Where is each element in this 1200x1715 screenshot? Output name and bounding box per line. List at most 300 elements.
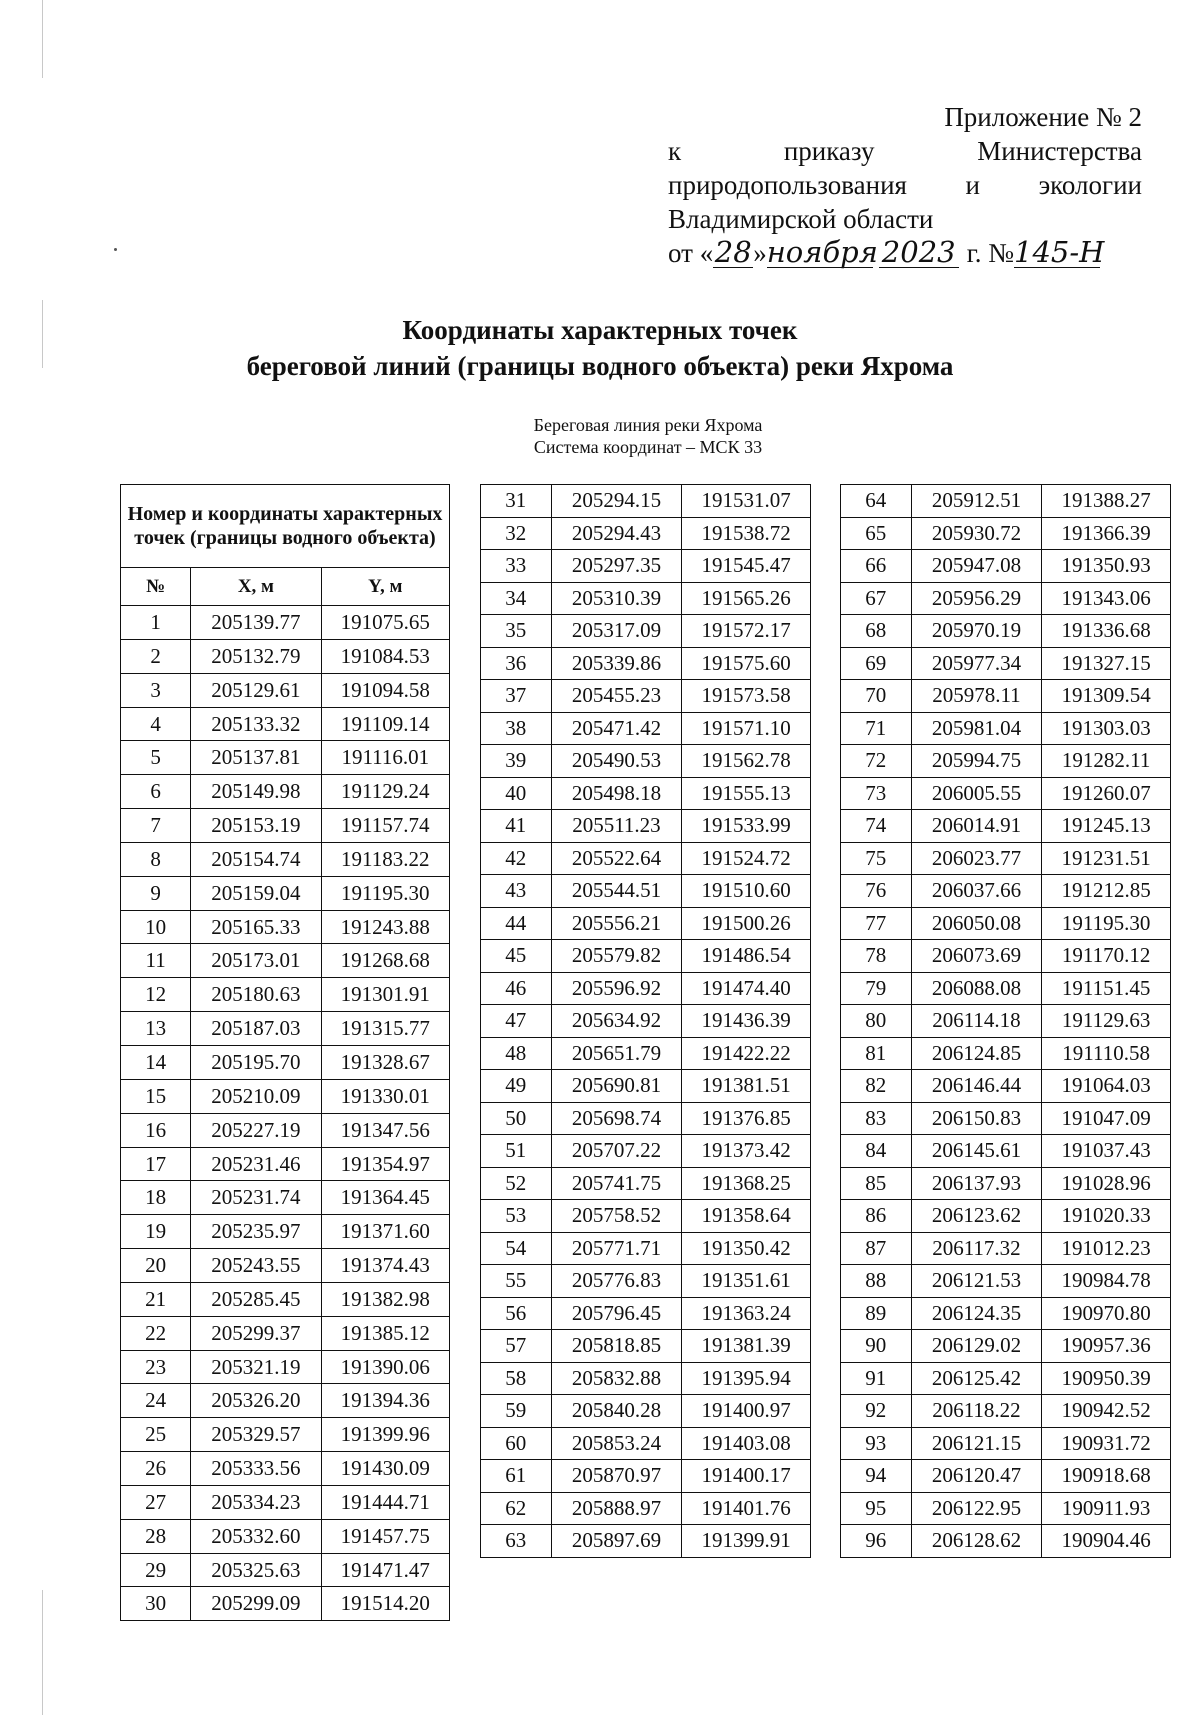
point-number-cell: 9 [121, 876, 191, 910]
table-row [481, 1297, 811, 1330]
y-coordinate-cell: 191245.13 [1042, 810, 1171, 843]
x-coordinate-cell: 205332.60 [191, 1519, 321, 1553]
handwritten-month: ноября [766, 235, 878, 269]
point-number-cell: 49 [481, 1070, 552, 1103]
y-coordinate-cell: 191243.88 [321, 910, 449, 944]
table-row [121, 606, 450, 640]
table-row [841, 582, 1171, 615]
x-coordinate-cell: 206120.47 [911, 1460, 1042, 1493]
table-row [841, 745, 1171, 778]
point-number-cell: 20 [121, 1249, 191, 1283]
y-coordinate-cell: 191170.12 [1042, 940, 1171, 973]
table-row [841, 875, 1171, 908]
column-header-y: Y, м [321, 568, 449, 606]
x-coordinate-cell: 205153.19 [191, 809, 321, 843]
x-coordinate-cell: 205912.51 [911, 485, 1042, 518]
point-number-cell: 13 [121, 1012, 191, 1046]
x-coordinate-cell: 205325.63 [191, 1553, 321, 1587]
y-coordinate-cell: 191381.39 [682, 1330, 811, 1363]
x-coordinate-cell: 205159.04 [191, 876, 321, 910]
table-row [481, 842, 811, 875]
point-number-cell: 58 [481, 1362, 552, 1395]
x-coordinate-cell: 205930.72 [911, 517, 1042, 550]
x-coordinate-cell: 205317.09 [551, 615, 682, 648]
x-coordinate-cell: 205243.55 [191, 1249, 321, 1283]
appendix-block [668, 100, 1142, 270]
y-coordinate-cell: 191012.23 [1042, 1232, 1171, 1265]
x-coordinate-cell: 205981.04 [911, 712, 1042, 745]
table-row [481, 1232, 811, 1265]
word: Министерства [977, 136, 1142, 166]
point-number-cell: 8 [121, 842, 191, 876]
y-coordinate-cell: 191350.42 [682, 1232, 811, 1265]
y-coordinate-cell: 191400.97 [682, 1395, 811, 1428]
y-coordinate-cell: 191354.97 [321, 1147, 449, 1181]
point-number-cell: 94 [841, 1460, 912, 1493]
x-coordinate-cell: 205511.23 [551, 810, 682, 843]
table-body [481, 485, 811, 1558]
x-coordinate-cell: 205741.75 [551, 1167, 682, 1200]
column-header-number: № [121, 568, 191, 606]
point-number-cell: 37 [481, 680, 552, 713]
x-coordinate-cell: 206073.69 [911, 940, 1042, 973]
x-coordinate-cell: 205339.86 [551, 647, 682, 680]
table-row [481, 680, 811, 713]
appendix-order-line [668, 134, 1142, 168]
y-coordinate-cell: 191064.03 [1042, 1070, 1171, 1103]
table-row [841, 1070, 1171, 1103]
point-number-cell: 95 [841, 1492, 912, 1525]
point-number-cell: 75 [841, 842, 912, 875]
table-row [841, 1005, 1171, 1038]
y-coordinate-cell: 191183.22 [321, 842, 449, 876]
table-row [121, 1316, 450, 1350]
x-coordinate-cell: 206121.15 [911, 1427, 1042, 1460]
y-coordinate-cell: 191084.53 [321, 639, 449, 673]
table-row [121, 944, 450, 978]
point-number-cell: 5 [121, 741, 191, 775]
scan-edge-line [42, 0, 43, 78]
point-number-cell: 17 [121, 1147, 191, 1181]
y-coordinate-cell: 191524.72 [682, 842, 811, 875]
table-row [481, 1460, 811, 1493]
x-coordinate-cell: 206121.53 [911, 1265, 1042, 1298]
x-coordinate-cell: 206137.93 [911, 1167, 1042, 1200]
page-subtitle [438, 414, 858, 458]
x-coordinate-cell: 205707.22 [551, 1135, 682, 1168]
x-coordinate-cell: 205227.19 [191, 1113, 321, 1147]
table-body [841, 485, 1171, 1558]
y-coordinate-cell: 191444.71 [321, 1485, 449, 1519]
y-coordinate-cell: 191301.91 [321, 978, 449, 1012]
x-coordinate-cell: 206145.61 [911, 1135, 1042, 1168]
y-coordinate-cell: 191116.01 [321, 741, 449, 775]
x-coordinate-cell: 206005.55 [911, 777, 1042, 810]
table-row [121, 910, 450, 944]
x-coordinate-cell: 205651.79 [551, 1037, 682, 1070]
point-number-cell: 87 [841, 1232, 912, 1265]
y-coordinate-cell: 191401.76 [682, 1492, 811, 1525]
title-line: береговой линий (границы водного объекта) реки Яхрома [246, 351, 954, 381]
point-number-cell: 79 [841, 972, 912, 1005]
table-row [841, 842, 1171, 875]
x-coordinate-cell: 205796.45 [551, 1297, 682, 1330]
x-coordinate-cell: 205297.35 [551, 550, 682, 583]
table-row [841, 1265, 1171, 1298]
scan-speck [114, 248, 117, 251]
table-row [841, 1427, 1171, 1460]
x-coordinate-cell: 205776.83 [551, 1265, 682, 1298]
y-coordinate-cell: 191436.39 [682, 1005, 811, 1038]
point-number-cell: 24 [121, 1384, 191, 1418]
x-coordinate-cell: 205947.08 [911, 550, 1042, 583]
table-row [121, 1147, 450, 1181]
table-row [481, 647, 811, 680]
x-coordinate-cell: 205132.79 [191, 639, 321, 673]
y-coordinate-cell: 191400.17 [682, 1460, 811, 1493]
table-row [121, 1519, 450, 1553]
table-row [481, 810, 811, 843]
table-row [481, 485, 811, 518]
table-row [481, 550, 811, 583]
y-coordinate-cell: 191327.15 [1042, 647, 1171, 680]
point-number-cell: 69 [841, 647, 912, 680]
point-number-cell: 90 [841, 1330, 912, 1363]
point-number-cell: 82 [841, 1070, 912, 1103]
x-coordinate-cell: 205818.85 [551, 1330, 682, 1363]
y-coordinate-cell: 191565.26 [682, 582, 811, 615]
y-coordinate-cell: 191282.11 [1042, 745, 1171, 778]
table-row [481, 972, 811, 1005]
point-number-cell: 48 [481, 1037, 552, 1070]
point-number-cell: 32 [481, 517, 552, 550]
point-number-cell: 56 [481, 1297, 552, 1330]
point-number-cell: 62 [481, 1492, 552, 1525]
x-coordinate-cell: 205231.74 [191, 1181, 321, 1215]
y-coordinate-cell: 191575.60 [682, 647, 811, 680]
x-coordinate-cell: 206114.18 [911, 1005, 1042, 1038]
table-row [481, 1102, 811, 1135]
table-row [481, 1005, 811, 1038]
point-number-cell: 51 [481, 1135, 552, 1168]
y-coordinate-cell: 191390.06 [321, 1350, 449, 1384]
y-coordinate-cell: 191572.17 [682, 615, 811, 648]
point-number-cell: 23 [121, 1350, 191, 1384]
scan-edge-line [42, 1590, 43, 1715]
x-coordinate-cell: 206117.32 [911, 1232, 1042, 1265]
x-coordinate-cell: 205139.77 [191, 606, 321, 640]
table-row [841, 1200, 1171, 1233]
x-coordinate-cell: 205897.69 [551, 1525, 682, 1558]
y-coordinate-cell: 190904.46 [1042, 1525, 1171, 1558]
point-number-cell: 31 [481, 485, 552, 518]
table-row [481, 1525, 811, 1558]
table-row [121, 1452, 450, 1486]
point-number-cell: 55 [481, 1265, 552, 1298]
table-row [481, 1362, 811, 1395]
table-row [841, 777, 1171, 810]
point-number-cell: 30 [121, 1587, 191, 1621]
x-coordinate-cell: 205294.15 [551, 485, 682, 518]
table-row [121, 809, 450, 843]
table-row [841, 907, 1171, 940]
point-number-cell: 71 [841, 712, 912, 745]
y-coordinate-cell: 191303.03 [1042, 712, 1171, 745]
point-number-cell: 73 [841, 777, 912, 810]
y-coordinate-cell: 190931.72 [1042, 1427, 1171, 1460]
x-coordinate-cell: 205498.18 [551, 777, 682, 810]
point-number-cell: 84 [841, 1135, 912, 1168]
point-number-cell: 3 [121, 673, 191, 707]
table-group-header: Номер и координаты характерных точек (границы водного объекта) [121, 485, 450, 568]
point-number-cell: 74 [841, 810, 912, 843]
table-row [841, 680, 1171, 713]
point-number-cell: 11 [121, 944, 191, 978]
y-coordinate-cell: 191047.09 [1042, 1102, 1171, 1135]
x-coordinate-cell: 205853.24 [551, 1427, 682, 1460]
y-coordinate-cell: 191394.36 [321, 1384, 449, 1418]
y-coordinate-cell: 191373.42 [682, 1135, 811, 1168]
table-row [121, 978, 450, 1012]
table-row [841, 517, 1171, 550]
point-number-cell: 7 [121, 809, 191, 843]
x-coordinate-cell: 206122.95 [911, 1492, 1042, 1525]
y-coordinate-cell: 191531.07 [682, 485, 811, 518]
point-number-cell: 29 [121, 1553, 191, 1587]
y-coordinate-cell: 190957.36 [1042, 1330, 1171, 1363]
x-coordinate-cell: 205187.03 [191, 1012, 321, 1046]
coordinates-table-2 [480, 484, 811, 1558]
x-coordinate-cell: 205832.88 [551, 1362, 682, 1395]
x-coordinate-cell: 206146.44 [911, 1070, 1042, 1103]
y-coordinate-cell: 191151.45 [1042, 972, 1171, 1005]
table-row [481, 1492, 811, 1525]
y-coordinate-cell: 191381.51 [682, 1070, 811, 1103]
y-coordinate-cell: 191555.13 [682, 777, 811, 810]
y-coordinate-cell: 191363.24 [682, 1297, 811, 1330]
y-coordinate-cell: 190970.80 [1042, 1297, 1171, 1330]
table-row [121, 1113, 450, 1147]
x-coordinate-cell: 206023.77 [911, 842, 1042, 875]
y-coordinate-cell: 191330.01 [321, 1079, 449, 1113]
point-number-cell: 88 [841, 1265, 912, 1298]
table-row [121, 1181, 450, 1215]
y-coordinate-cell: 191195.30 [321, 876, 449, 910]
x-coordinate-cell: 205978.11 [911, 680, 1042, 713]
point-number-cell: 25 [121, 1418, 191, 1452]
x-coordinate-cell: 205294.43 [551, 517, 682, 550]
table-row [841, 485, 1171, 518]
point-number-cell: 57 [481, 1330, 552, 1363]
y-coordinate-cell: 191347.56 [321, 1113, 449, 1147]
y-coordinate-cell: 191129.63 [1042, 1005, 1171, 1038]
y-coordinate-cell: 191371.60 [321, 1215, 449, 1249]
appendix-region-line: Владимирской области [668, 204, 934, 234]
x-coordinate-cell: 205133.32 [191, 707, 321, 741]
y-coordinate-cell: 191385.12 [321, 1316, 449, 1350]
x-coordinate-cell: 205888.97 [551, 1492, 682, 1525]
x-coordinate-cell: 205299.37 [191, 1316, 321, 1350]
x-coordinate-cell: 205455.23 [551, 680, 682, 713]
y-coordinate-cell: 191336.68 [1042, 615, 1171, 648]
appendix-date-line [668, 236, 1142, 270]
point-number-cell: 16 [121, 1113, 191, 1147]
x-coordinate-cell: 205165.33 [191, 910, 321, 944]
x-coordinate-cell: 205310.39 [551, 582, 682, 615]
point-number-cell: 83 [841, 1102, 912, 1135]
x-coordinate-cell: 205471.42 [551, 712, 682, 745]
y-coordinate-cell: 191376.85 [682, 1102, 811, 1135]
x-coordinate-cell: 205326.20 [191, 1384, 321, 1418]
x-coordinate-cell: 206125.42 [911, 1362, 1042, 1395]
handwritten-day: 28 [714, 235, 752, 269]
table-row [841, 550, 1171, 583]
x-coordinate-cell: 205690.81 [551, 1070, 682, 1103]
word: приказу [783, 136, 875, 166]
y-coordinate-cell: 190950.39 [1042, 1362, 1171, 1395]
y-coordinate-cell: 191471.47 [321, 1553, 449, 1587]
y-coordinate-cell: 191573.58 [682, 680, 811, 713]
point-number-cell: 80 [841, 1005, 912, 1038]
point-number-cell: 67 [841, 582, 912, 615]
x-coordinate-cell: 205334.23 [191, 1485, 321, 1519]
point-number-cell: 89 [841, 1297, 912, 1330]
y-coordinate-cell: 191382.98 [321, 1282, 449, 1316]
table-row [841, 1167, 1171, 1200]
table-row [121, 741, 450, 775]
point-number-cell: 14 [121, 1045, 191, 1079]
table-row [481, 712, 811, 745]
table-row [481, 1167, 811, 1200]
x-coordinate-cell: 205970.19 [911, 615, 1042, 648]
x-coordinate-cell: 205129.61 [191, 673, 321, 707]
y-coordinate-cell: 191422.22 [682, 1037, 811, 1070]
y-coordinate-cell: 191343.06 [1042, 582, 1171, 615]
table-row [841, 1395, 1171, 1428]
y-coordinate-cell: 191545.47 [682, 550, 811, 583]
y-coordinate-cell: 191037.43 [1042, 1135, 1171, 1168]
point-number-cell: 33 [481, 550, 552, 583]
table-body [121, 606, 450, 1621]
y-coordinate-cell: 191366.39 [1042, 517, 1171, 550]
table-row [121, 1249, 450, 1283]
point-number-cell: 63 [481, 1525, 552, 1558]
y-coordinate-cell: 191268.68 [321, 944, 449, 978]
x-coordinate-cell: 205544.51 [551, 875, 682, 908]
x-coordinate-cell: 205210.09 [191, 1079, 321, 1113]
point-number-cell: 86 [841, 1200, 912, 1233]
table-row [481, 1037, 811, 1070]
y-coordinate-cell: 190918.68 [1042, 1460, 1171, 1493]
point-number-cell: 65 [841, 517, 912, 550]
table-row [481, 1200, 811, 1233]
y-coordinate-cell: 191020.33 [1042, 1200, 1171, 1233]
point-number-cell: 28 [121, 1519, 191, 1553]
table-row [481, 1265, 811, 1298]
point-number-cell: 21 [121, 1282, 191, 1316]
table-row [121, 1384, 450, 1418]
table-row [841, 1330, 1171, 1363]
x-coordinate-cell: 205870.97 [551, 1460, 682, 1493]
coordinates-table-3 [840, 484, 1171, 1558]
table-row [841, 1102, 1171, 1135]
y-coordinate-cell: 191457.75 [321, 1519, 449, 1553]
page-title [0, 312, 1200, 384]
x-coordinate-cell: 205180.63 [191, 978, 321, 1012]
y-coordinate-cell: 191388.27 [1042, 485, 1171, 518]
y-coordinate-cell: 191374.43 [321, 1249, 449, 1283]
date-prefix: от « [668, 238, 714, 268]
table-row [841, 1525, 1171, 1558]
table-row [841, 647, 1171, 680]
table-row [481, 875, 811, 908]
point-number-cell: 34 [481, 582, 552, 615]
y-coordinate-cell: 191430.09 [321, 1452, 449, 1486]
y-coordinate-cell: 191028.96 [1042, 1167, 1171, 1200]
x-coordinate-cell: 205758.52 [551, 1200, 682, 1233]
date-close: » [753, 238, 767, 268]
y-coordinate-cell: 191403.08 [682, 1427, 811, 1460]
point-number-cell: 66 [841, 550, 912, 583]
x-coordinate-cell: 206014.91 [911, 810, 1042, 843]
table-row [481, 517, 811, 550]
table-row [121, 876, 450, 910]
y-coordinate-cell: 191533.99 [682, 810, 811, 843]
point-number-cell: 38 [481, 712, 552, 745]
x-coordinate-cell: 206150.83 [911, 1102, 1042, 1135]
table-row [841, 1297, 1171, 1330]
table-row [841, 972, 1171, 1005]
x-coordinate-cell: 206129.02 [911, 1330, 1042, 1363]
y-coordinate-cell: 191514.20 [321, 1587, 449, 1621]
table-row [121, 1215, 450, 1249]
table-row [841, 712, 1171, 745]
word: к [668, 136, 682, 166]
y-coordinate-cell: 191212.85 [1042, 875, 1171, 908]
table-row [841, 1492, 1171, 1525]
point-number-cell: 92 [841, 1395, 912, 1428]
table-row [841, 810, 1171, 843]
table-row [481, 1395, 811, 1428]
x-coordinate-cell: 206037.66 [911, 875, 1042, 908]
table-row [481, 745, 811, 778]
x-coordinate-cell: 205231.46 [191, 1147, 321, 1181]
table-row [481, 940, 811, 973]
x-coordinate-cell: 205522.64 [551, 842, 682, 875]
column-header-x: X, м [191, 568, 321, 606]
y-coordinate-cell: 190911.93 [1042, 1492, 1171, 1525]
y-coordinate-cell: 191486.54 [682, 940, 811, 973]
x-coordinate-cell: 205771.71 [551, 1232, 682, 1265]
table-row [841, 1135, 1171, 1168]
x-coordinate-cell: 206124.85 [911, 1037, 1042, 1070]
table-row [121, 775, 450, 809]
table-row [481, 777, 811, 810]
y-coordinate-cell: 191399.96 [321, 1418, 449, 1452]
x-coordinate-cell: 205321.19 [191, 1350, 321, 1384]
point-number-cell: 43 [481, 875, 552, 908]
word: и [965, 170, 980, 200]
point-number-cell: 2 [121, 639, 191, 673]
point-number-cell: 1 [121, 606, 191, 640]
x-coordinate-cell: 205698.74 [551, 1102, 682, 1135]
point-number-cell: 15 [121, 1079, 191, 1113]
x-coordinate-cell: 206124.35 [911, 1297, 1042, 1330]
y-coordinate-cell: 191231.51 [1042, 842, 1171, 875]
table-row [121, 1553, 450, 1587]
x-coordinate-cell: 206050.08 [911, 907, 1042, 940]
appendix-ministry-line [668, 168, 1142, 202]
